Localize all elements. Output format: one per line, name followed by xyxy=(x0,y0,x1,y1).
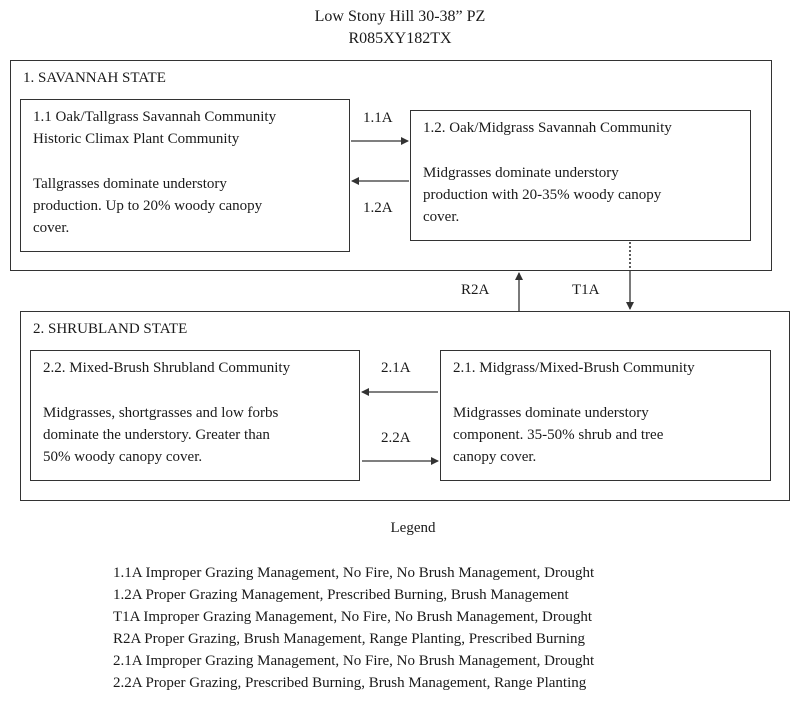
label-2-1a: 2.1A xyxy=(381,360,411,376)
label-t1a: T1A xyxy=(572,282,600,298)
diagram-title: Low Stony Hill 30-38” PZ xyxy=(314,8,486,25)
community-2-2-desc-line: 50% woody canopy cover. xyxy=(43,449,203,465)
community-2-1-desc-line: Midgrasses dominate understory xyxy=(453,405,649,421)
community-1-2-desc-line: cover. xyxy=(423,209,460,225)
label-r2a: R2A xyxy=(461,282,490,298)
community-1-2-name: 1.2. Oak/Midgrass Savannah Community xyxy=(423,120,672,136)
community-2-2-desc-line: dominate the understory. Greater than xyxy=(43,427,270,443)
community-2-1-desc-line: canopy cover. xyxy=(453,449,537,465)
community-2-2-desc-line: Midgrasses, shortgrasses and low forbs xyxy=(43,405,279,421)
community-2-1-desc-line: component. 35-50% shrub and tree xyxy=(453,427,664,443)
community-2-1-name: 2.1. Midgrass/Mixed-Brush Community xyxy=(453,360,695,376)
legend-item: 2.1A Improper Grazing Management, No Fire, No Brush Management, Drought xyxy=(113,653,595,669)
community-1-1-desc-line: cover. xyxy=(33,220,70,236)
community-1-1-subtitle: Historic Climax Plant Community xyxy=(33,131,240,147)
community-1-1-name: 1.1 Oak/Tallgrass Savannah Community xyxy=(33,109,277,125)
savannah-state-label: 1. SAVANNAH STATE xyxy=(23,70,166,86)
legend-item: R2A Proper Grazing, Brush Management, Range Planting, Prescribed Burning xyxy=(113,631,586,647)
community-1-2-desc-line: Midgrasses dominate understory xyxy=(423,165,619,181)
community-1-2-desc-line: production with 20-35% woody canopy xyxy=(423,187,662,203)
legend-title: Legend xyxy=(390,520,436,536)
shrubland-state-label: 2. SHRUBLAND STATE xyxy=(33,321,188,337)
legend-item: 1.1A Improper Grazing Management, No Fire, No Brush Management, Drought xyxy=(113,565,595,581)
label-2-2a: 2.2A xyxy=(381,430,411,446)
legend-item: 2.2A Proper Grazing, Prescribed Burning, Brush Management, Range Planting xyxy=(113,675,587,691)
label-1-2a: 1.2A xyxy=(363,200,393,216)
community-2-2-name: 2.2. Mixed-Brush Shrubland Community xyxy=(43,360,291,376)
legend-item: T1A Improper Grazing Management, No Fire, No Brush Management, Drought xyxy=(113,609,593,625)
community-1-1-desc-line: Tallgrasses dominate understory xyxy=(33,176,227,192)
diagram-code: R085XY182TX xyxy=(348,30,452,47)
label-1-1a: 1.1A xyxy=(363,110,393,126)
community-1-1-desc-line: production. Up to 20% woody canopy xyxy=(33,198,263,214)
legend-item: 1.2A Proper Grazing Management, Prescribed Burning, Brush Management xyxy=(113,587,569,603)
